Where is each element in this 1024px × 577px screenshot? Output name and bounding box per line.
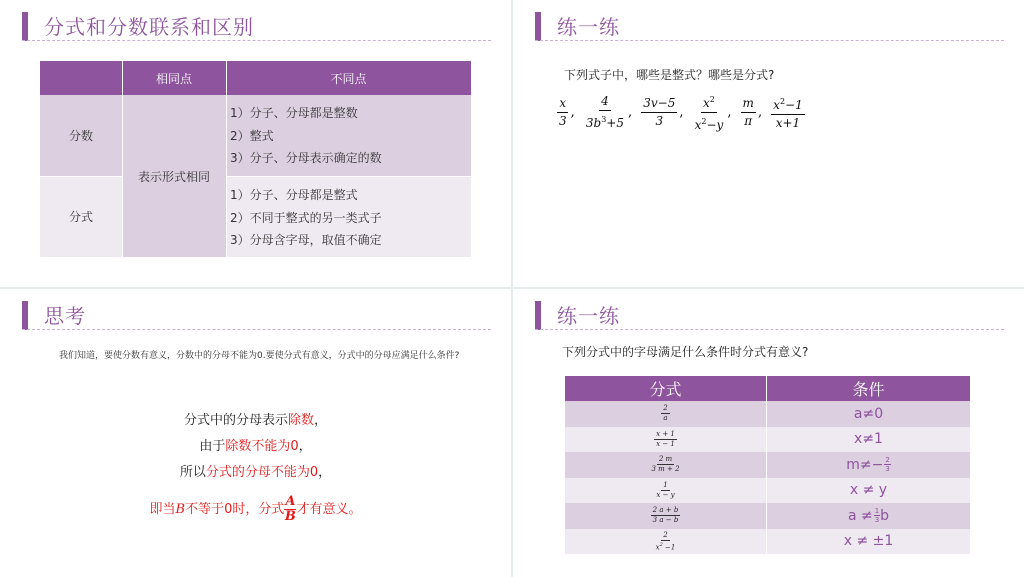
condition-cell: x ≠ ±1 <box>843 533 894 550</box>
fraction-cell: 2 a + b 3 a − b <box>652 506 679 525</box>
fraction-a-over-b: $\frac{A}{B}$ <box>284 494 296 524</box>
condition-cell: a ≠ 1 3 b <box>847 507 890 525</box>
row-label-algebraic: 分式 <box>40 176 122 257</box>
table-row <box>565 503 970 529</box>
same-point-cell: 表示形式相同 <box>122 95 226 257</box>
conditions-table <box>565 376 970 554</box>
title-accent-bar <box>22 301 28 330</box>
intro-paragraph: 我们知道，要使分数有意义，分数中的分母不能为0.要使分式有意义，分式中的分母应满足什么条件? <box>59 351 460 361</box>
slide-title: 思考 <box>44 304 86 328</box>
title-divider <box>535 329 1004 330</box>
row-label-fraction: 分数 <box>40 95 122 176</box>
reasoning-line-2: 由于除数不能为0， <box>199 439 312 454</box>
slide-title: 分式和分数联系和区别 <box>44 15 254 39</box>
comparison-table <box>40 61 471 257</box>
expression-fraction: $\frac{m}{\pi}$ <box>742 96 754 128</box>
question-text: 下列分式中的字母满足什么条件时分式有意义? <box>562 345 809 359</box>
header-condition: 条件 <box>852 380 885 399</box>
conclusion-line: 即当B不等于0时，分式 $\frac{A}{B}$ 才有意义。 <box>149 494 362 524</box>
slide-title: 练一练 <box>557 304 620 328</box>
reasoning-line-3: 所以分式的分母不能为0， <box>179 465 332 480</box>
column-divider <box>226 61 227 257</box>
expression-fraction: $\frac{x^2}{x^2-y}$ <box>693 92 726 133</box>
list-item: 3）分母含字母，取值不确定 <box>230 233 382 247</box>
title-accent-bar <box>22 12 28 41</box>
fraction-cell: 1 x − y <box>656 480 675 499</box>
slide-practice-2 <box>513 289 1024 577</box>
list-item: 1）分子、分母都是整数 <box>230 106 358 120</box>
header-fraction: 分式 <box>565 376 767 401</box>
fraction-cell: 2 m 3 m + 2 <box>651 455 680 474</box>
condition-cell: m≠− $\frac{2}{3}$ <box>846 456 890 474</box>
table-header-row <box>565 376 970 401</box>
reasoning-line-1: 分式中的分母表示除数， <box>183 413 328 428</box>
algebraic-points <box>230 184 382 252</box>
list-item: 2）整式 <box>230 128 274 143</box>
table-header-different: 不同点 <box>226 61 471 95</box>
question-text: 下列式子中，哪些是整式？哪些是分式? <box>564 68 775 82</box>
title-divider <box>535 40 1004 41</box>
condition-cell: x ≠ y <box>849 482 888 499</box>
table-header-same: 相同点 <box>122 61 226 95</box>
slide-think <box>0 289 511 577</box>
row-divider <box>40 176 122 177</box>
slide-title: 练一练 <box>557 15 620 39</box>
fraction-cell: 2 a <box>663 404 668 423</box>
list-item: 3）分子、分母表示确定的数 <box>230 151 382 165</box>
table-row <box>565 452 970 478</box>
slide-comparison <box>0 0 511 287</box>
list-item: 2）不同于整式的另一类式子 <box>230 210 382 225</box>
fraction-points <box>230 102 382 170</box>
table-row <box>565 478 970 504</box>
table-header-empty <box>40 61 122 95</box>
column-divider <box>122 61 123 257</box>
table-row <box>565 401 970 427</box>
expression-list: $\frac{x}{3}$ , $\frac{4}{3b^3+5}$ , $\frac{3v-5}{3}$ , $\frac{x^2}{x^2-y}$ , $\frac{m}{\pi}$ , $\frac{x^2-1}{x+1}$ <box>559 94 803 132</box>
title-accent-bar <box>535 12 541 41</box>
title-accent-bar <box>535 301 541 330</box>
list-item: 1）分子、分母都是整式 <box>230 188 358 202</box>
row-divider <box>226 176 471 177</box>
fraction-cell: 2 $x^2 -1$ <box>655 530 676 551</box>
condition-cell: x≠1 <box>854 431 883 448</box>
title-divider <box>22 329 491 330</box>
fraction-cell: x + 1 x − 1 <box>656 429 675 448</box>
title-divider <box>22 40 491 41</box>
expression-fraction: $\frac{x^2-1}{x+1}$ <box>771 94 805 131</box>
expression-fraction: $\frac{x}{3}$ <box>559 96 567 128</box>
table-row <box>565 427 970 453</box>
condition-cell: a≠0 <box>853 405 884 422</box>
slide-practice-1 <box>513 0 1024 287</box>
expression-fraction: $\frac{3v-5}{3}$ <box>643 96 676 128</box>
expression-fraction: $\frac{4}{3b^3+5}$ <box>585 94 624 130</box>
table-row <box>565 529 970 555</box>
